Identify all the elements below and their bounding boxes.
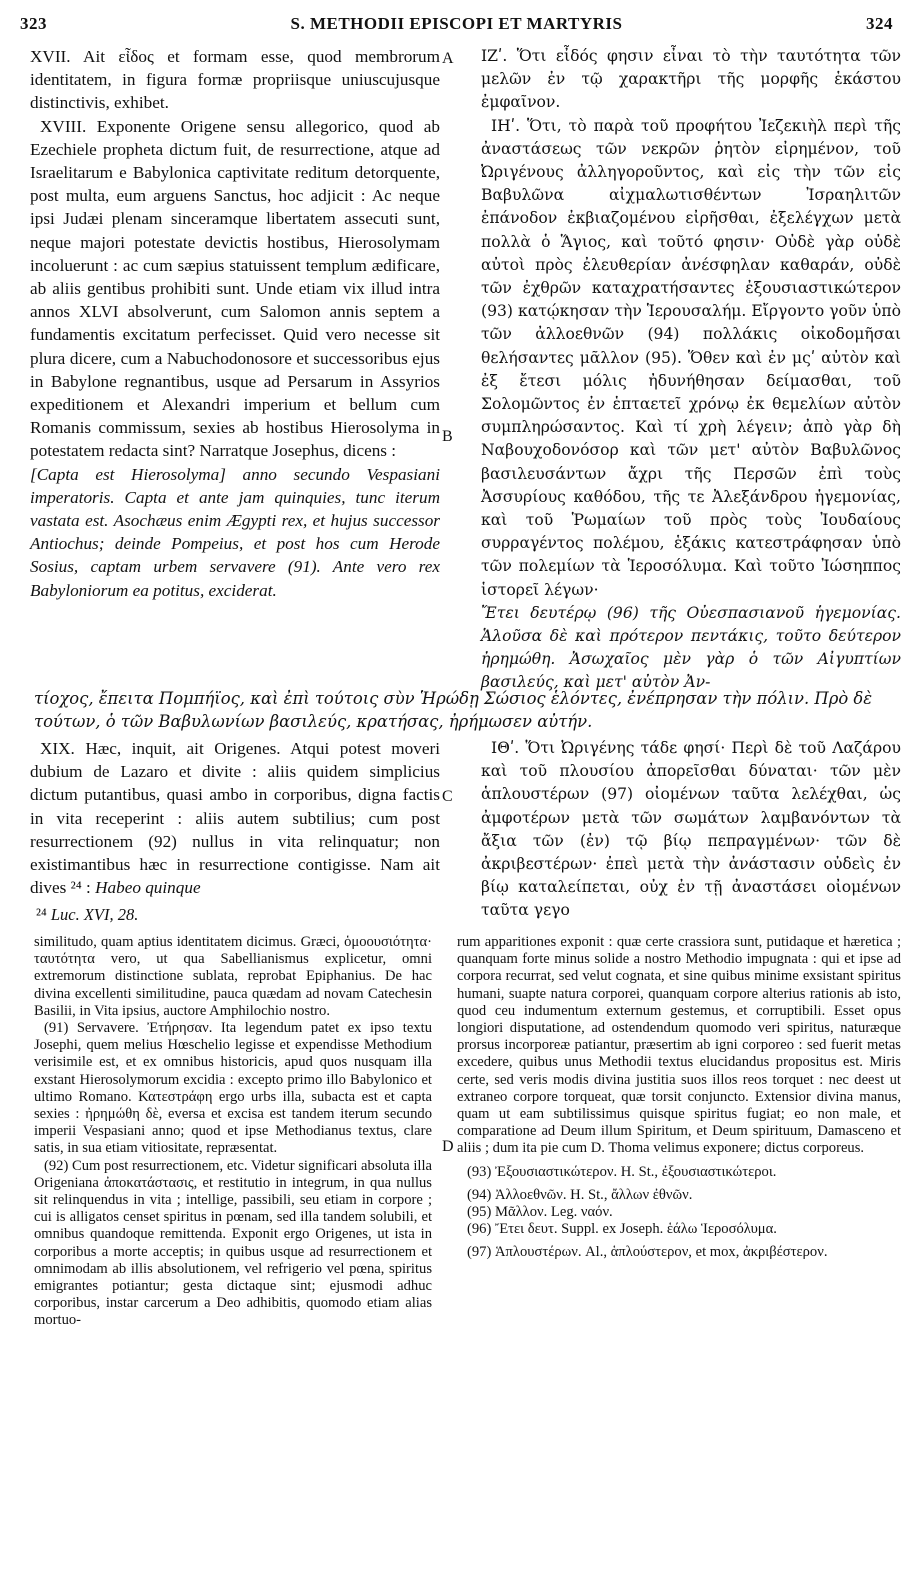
note-97: (97) Ἁπλουστέρων. Al., ἁπλούστερον, et mox, ἀκριβέστερον. [467, 1244, 828, 1261]
margin-letter-b: B [442, 428, 453, 445]
note-93: (93) Ἐξουσιαστικώτερον. H. St., ἐξουσιαστικώτεροι. [467, 1163, 777, 1180]
page-number-right: 324 [866, 14, 893, 33]
running-header [20, 14, 893, 40]
greek-josephus-quote: Ἔτει δευτέρῳ (96) τῆς Οὐεσπασιανοῦ ἡγεμονίας. Ἁλοῦσα δὲ καὶ πρότερον πεντάκις, τοῦτο δεύτερον ἠρημώθη. Ἀσωχαῖος μὲν γὰρ ὁ τῶν Αἰγυπτίων βασιλεύς, καὶ μετ' αὐτὸν Ἀν- [481, 603, 901, 692]
latin-paragraph-19 [30, 737, 440, 899]
margin-letter-a: A [442, 50, 454, 67]
greek-paragraph-18: ΙΗʹ. Ὅτι, τὸ παρὰ τοῦ προφήτου Ἰεζεκιὴλ περὶ τῆς ἀναστάσεως τῶν νεκρῶν ῥητὸν εἰρημένον, τοῦ Ὠριγένους ἀλληγοροῦντος, καὶ εἰς τὴν τῶν εἰς Βαβυλῶνα αἰχμαλωτισθέντων Ἰσραηλιτῶν ἐπάνοδον ἐκβιαζομένου εἰρῆσθαι, ἐξελέγχων μετὰ πολλὰ ὁ Ἅγιος, καὶ τοῦτό φησιν· Οὐδὲ γὰρ οὐδὲ αὐτοὶ πρὸς ἐλευθερίαν ἀνέσφηλαν καθαράν, οὐδὲ τῶν ἐχθρῶν καταχρατήσαντες ἐξουσιαστικώτερον (93) κατῴκησαν τὴν Ἱερουσαλήμ. Εἴργοντο γοῦν ὑπὸ τῶν ἀλλοεθνῶν (94) πολλάκις οἰκοδομῆσαι θελήσαντες μᾶλλον (95). Ὅθεν καὶ ἐν μςʹ αὐτὸν καὶ ἐξ ἔτεσι μόλις ἠδυνήθησαν δείμασθαι, τοῦ Σολομῶντος ἐν ἑπταετεῖ χρόνῳ ἐκ θεμελίων αὐτὸν συμπληρώσαντος. Καὶ τί χρὴ λέγειν; ἀπὸ γὰρ δὴ Ναβουχοδονόσορ καὶ τῶν μετ' αὐτὸν Βαβυλῶνος βασιλευσάντων ἄχρι τῆς Περσῶν ἐπὶ τοὺς Ἀσσυρίους καθόδου, τῆς τε Ἀλεξάνδρου ἡγεμονίας, καὶ τοῦ Ῥωμαίων τοῦ πρὸς τοὺς Ἰουδαίους συρραγέντος πολέμου, ἑξάκις κατεστράφησαν ὑπὸ τῶν πολεμίων τὰ Ἱεροσόλυμα. Καὶ τοῦτο Ἰώσηππος ἱστορεῖ λέγων· [481, 116, 901, 599]
greek-fullwidth-line-1 [34, 687, 900, 710]
latin-josephus-quote: [Capta est Hierosolyma] anno secundo Vespasiani imperatoris. Capta et ante jam quinquies, tunc iterum vastata est. Asochæus enim Ægypti rex, et hujus successor Antiochus; deinde Pompeius, et post hos cum Herode Sosius, captam urbem servavere (91). Ante vero rex Babyloniorum ea potitus, exciderat. [30, 464, 440, 600]
note-continuation-right: rum apparitiones exponit : quæ certe crassiora sunt, putidaque et hæretica ; quanquam forte minus solide a nostro Methodio impugnata : qui et ipse ad corpora recurrat, sed velut cognata, et sine quibus minime exsistant spiritus humani, suapte natura corporei, quanquam corpore alterius rationis ab isto, quod ceu indumentum externum gestemus, et corruptibili. Esset opus longiori disputatione, ad ostendendum quomodo veri spiritus, naturæque prorsus incorporeæ patiantur, præsertim ab igni corporeo : sed fuerit metas excedere, quibus unus Methodii textus elucidandus propositus est. Miris certe, sed veris modis divina justitia suos illos reos torquet : nec deest ut extraneo corpore torqueat, quæ torsit conjuncto. Extensior divina manus, quam ut eam subtilissimus quisque spiritus fugiat; eo non male, et comparatione ad Deum illum Spiritum, et Deum spirituum, Damasceno et aliis ; dum ita pie cum D. Thoma velimus exponere; dictus corporeus. [457, 934, 901, 1157]
latin-paragraph-18-quote [30, 463, 440, 602]
note-91: (91) Servavere. Ἐτήρησαν. Ita legendum patet ex ipso textu Josephi, quem melius Hœschelio legisse et expendisse Methodium verisimile est, et ex omnibus historicis, apud quos nusquam illa exstant Hierosolymorum excidia : excepto primo illo Babylonico et ultimo Romano. Κατεστράφη ergo urbs illa, subacta est et capta sexies : ἠρημώθη δὲ, eversa et excisa est tandem iterum secundo imperii Vespasiani anno; quod et ipse Methodianus textus, clare satis, in sua etiam vitiositate, repræsentat. [34, 1020, 432, 1157]
note-92: (92) Cum post resurrectionem, etc. Videtur significari absoluta illa Origeniana ἀποκατάστασις, et restitutio in integrum, in qua nullus sit relinquendus in vita ; intellige, passibili, seu etiam in corpore ; cui is alligatos censet spiritus in pœnam, sed illa tandem solubili, et omnibus quandoque remittenda. Exponit ergo Origenes, ut ista in corporibus a morte acceptis; in quibus usque ad resurrectionem et omnimodam ab illis absolutionem, vel refrigerio vel pœna, spiritus emigrantes potiantur; gesta dictaque sint; ejusmodi adhuc corporibus, instar carcerum a Deo adhibitis, quomodo etiam alias mortuo- [34, 1157, 432, 1329]
notes-column-left [34, 934, 432, 1330]
running-title: S. METHODII EPISCOPI ET MARTYRIS [290, 14, 623, 33]
footnote-marker: ²⁴ [36, 905, 47, 924]
page-number-left: 323 [20, 14, 47, 33]
latin-column-lower [30, 737, 440, 899]
greek-paragraph-18-quote [481, 602, 901, 695]
footnote-reference: Luc. XVI, 28. [50, 905, 139, 924]
note-95: (95) Μᾶλλον. Leg. ναόν. [467, 1204, 613, 1221]
margin-letter-d: D [442, 1138, 454, 1155]
greek-fullwidth-line-2 [34, 710, 900, 733]
note-96: (96) Ἔτει δευτ. Suppl. ex Joseph. ἑάλω Ἱεροσόλυμα. [467, 1221, 777, 1238]
latin-paragraph-19-text: XIX. Hæc, inquit, ait Origenes. Atqui potest moveri dubium de Lazaro et divite : aliis quidem simplicius dictum putantibus, quasi ambo in corporibus, digna factis in vita receperint : aliis autem subtilius; cum post resurrectionem (92) nullus in vita relinquatur; non existimantibus hæc in resurrectione contigisse. Nam ait dives ²⁴ : [30, 739, 440, 898]
greek-paragraph-17: ΙΖʹ. Ὅτι εἶδός φησιν εἶναι τὸ τὴν ταυτότητα τῶν μελῶν ἐν τῷ χαρακτῆρι τῆς μορφῆς ἑκάστου ἐμφαῖνον. [481, 47, 901, 112]
latin-column-upper [30, 45, 440, 602]
latin-paragraph-17: XVII. Ait εἶδος et formam esse, quod membrorum identitatem, in figura formæ propriisque uniuscujusque distinctivis, exhibet. [30, 47, 440, 113]
greek-fullwidth-line-2-text: τούτων, ὁ τῶν Βαβυλωνίων βασιλεύς, κρατήσας, ἠρήμωσεν αὐτήν. [34, 712, 593, 732]
note-94: (94) Ἀλλοεθνῶν. H. St., ἄλλων ἐθνῶν. [467, 1186, 693, 1203]
notes-column-right [457, 934, 901, 1262]
margin-letter-c: C [442, 788, 453, 805]
latin-paragraph-19-quote: Habeo quinque [95, 878, 201, 898]
greek-fullwidth-line-1-text: τίοχος, ἔπειτα Πομπήϊος, καὶ ἐπὶ τούτοις σὺν Ἡρώδῃ Σώσιος ἑλόντες, ἐνέπρησαν τὴν πόλιν. Πρὸ δὲ [34, 689, 873, 708]
greek-column-lower [481, 737, 901, 923]
latin-paragraph-18: XVIII. Exponente Origene sensu allegorico, quod ab Ezechiele propheta dictum fuit, de resurrectione, atque ad Israelitarum e Babylonica captivitate reditum detorquente, post multa, eum arguens Sanctus, hoc adjicit : Ac neque ipsi Judæi plenam sinceramque libertatem assecuti sunt, neque majori potestate devictis hostibus, Hierosolymam incoluerunt : ac cum sæpius statuissent templum ædificare, ab aliis gentibus prohibiti sunt. Unde etiam vix illud intra annos XLVI absolverunt, cum Salomon annis septem a fundamentis excitatum perfecisset. Quid vero necesse sit plura dicere, cum a Nabuchodonosore et successoribus ejus in Babylone regnantibus, usque ad Persarum in Assyrios expeditionem et Alexandri imperium et bellum cum Romanis commissum, sexies ab hostibus Hierosolyma in potestatem redacta sint? Narratque Josephus, dicens : [30, 116, 440, 461]
note-continuation: similitudo, quam aptius identitatem dicimus. Græci, ὁμοουσιότητα· ταυτότητα vero, ut qua Sabellianismus explicetur, omni extremorum distinctione sublata, reprobat Epiphanius. De hac divina excellenti similitudine, pauca quædam ad novam Catechesin Basilii, in Vita ipsius, auctore Amphilochio nostro. [34, 934, 432, 1019]
footnote [36, 905, 436, 925]
greek-column-upper [481, 45, 901, 695]
greek-fullwidth-continuation [34, 687, 900, 733]
greek-paragraph-19: ΙΘʹ. Ὅτι Ὠριγένης τάδε φησί· Περὶ δὲ τοῦ Λαζάρου καὶ τοῦ πλουσίου ἀπορεῖσθαι δύναται· τῶν μὲν ἁπλουστέρων (97) οἰομένων ταῦτα λελέχθαι, ὡς ἀμφοτέρων μετὰ τῶν σωμάτων λαμβανόντων τὰ ἄξια τῶν (ἐν) τῷ βίῳ πεπραγμένων· τῶν δὲ ἀκριβεστέρων· ἐπεὶ μετὰ τὴν ἀνάστασιν οὐδεὶς ἐν βίῳ καταλείπεται, οὐχ ἐν τῇ ἀναστάσει οἰομένων ταῦτα γεγο [481, 739, 901, 920]
